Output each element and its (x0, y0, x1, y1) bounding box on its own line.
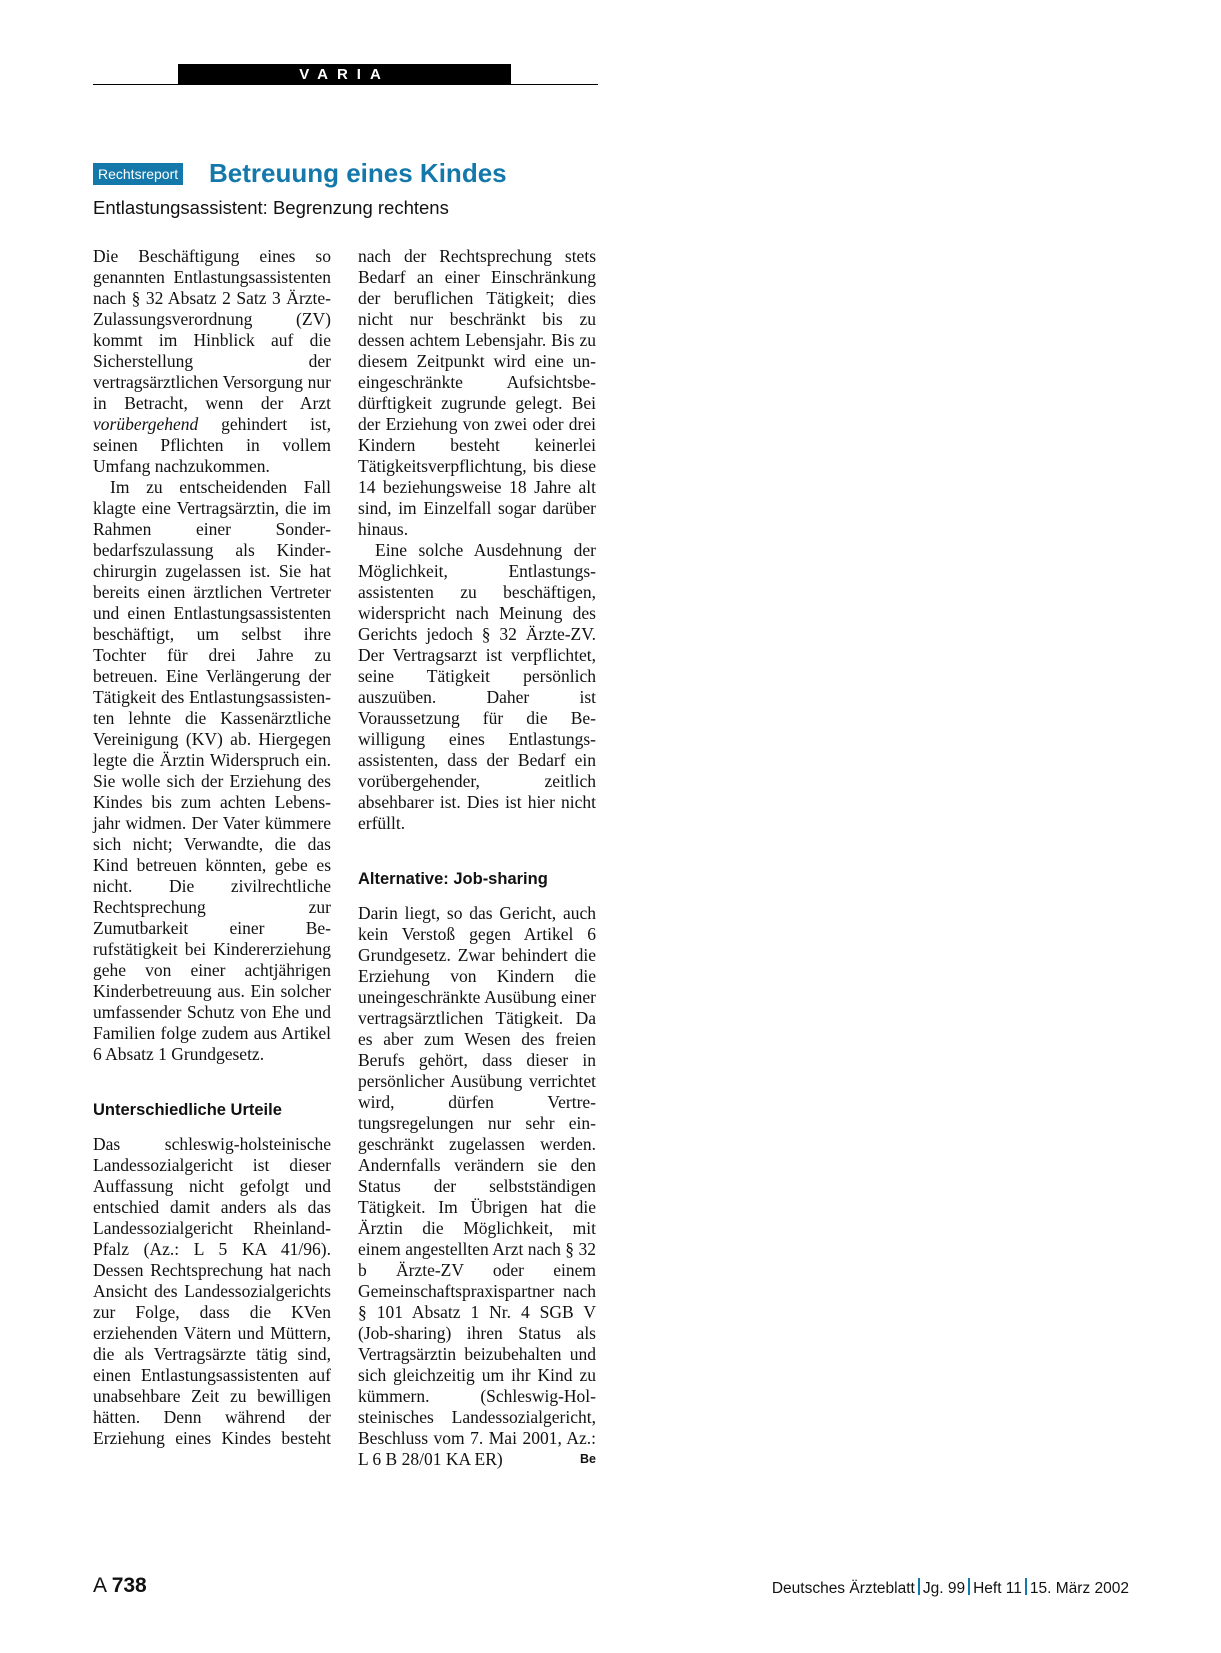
article-subtitle: Entlastungsassistent: Begrenzung rechtens (93, 197, 449, 218)
text-column-left (93, 246, 331, 1449)
page-folio (93, 1573, 147, 1599)
paragraph-court: Das schleswig-holsteinische Landessozialgericht ist dieser Auffassung nicht gefolgt und entschied damit anders als das Landessozialgericht Rheinland-Pfalz (Az.: L 5 KA 41/96). Dessen Rechtsprechung hat nach Ansicht des Landessozialgerichts zur Folge, dass die KVen erziehenden Vätern und Müttern, die als Vertragsärzte tätig sind, einen Entlastungsassistenten auf unabsehbare Zeit zu bewilligen hätten. Denn während der Erziehung eines Kindes besteht (93, 1134, 331, 1448)
footer-separator (918, 1578, 920, 1595)
emphasis-text: vorübergehend (93, 414, 199, 434)
rubric-label: Rechtsreport (93, 163, 183, 185)
journal-date: 15. März 2002 (1029, 1580, 1129, 1597)
subheading-urteile: Unterschiedliche Urteile (93, 1101, 282, 1119)
page-number: 738 (111, 1574, 147, 1597)
paragraph-court-continued (358, 246, 596, 540)
footer-separator (1025, 1578, 1027, 1595)
journal-footer (772, 1578, 1129, 1599)
page-prefix: A (93, 1574, 106, 1597)
text-column-right (358, 246, 596, 1470)
subheading-job-sharing: Alternative: Job-sharing (358, 870, 548, 888)
paragraph-case: Im zu entscheidenden Fall klagte eine Vertragsärztin, die im Rahmen einer Sonderbedarfszulassung als Kinderchirurgin zugelassen ist. Sie hat bereits einen ärztlichen Vertreter und einen Entlastungsassistenten beschäftigt, um selbst ihre Tochter für drei Jahre zu betreuen. Eine Verlängerung der Tätigkeit des Entlastungsassistenten lehnte die Kassenärztliche Vereinigung (KV) ab. Hiergegen legte die Ärztin Widerspruch ein. Sie wolle sich der Erziehung des Kindes bis zum achten Lebensjahr widmen. Der Vater kümmere sich nicht; Verwandte, die das Kind betreuen könnten, gebe es nicht. Die zivilrechtliche Rechtsprechung zur Zumutbarkeit einer Berufstätigkeit bei Kindererziehung gehe von einer achtjährigen Kinderbetreuung aus. Ein solcher umfassender Schutz von Ehe und Familien folge zudem aus Artikel 6 Absatz 1 Grundgesetz. (93, 477, 331, 1064)
article-title: Betreuung eines Kindes (209, 158, 507, 188)
paragraph-alternative-text: Darin liegt, so das Gericht, auch kein Verstoß gegen Artikel 6 Grundgesetz. Zwar behindert die Erziehung von Kindern die uneingeschränkte Ausübung einer vertragsärztlichen Tätigkeit. Da es aber zum Wesen des freien Berufs gehört, dass dieser in persönlicher Ausübung verrichtet wird, dürfen Vertretungsregelungen nur sehr eingeschränkt zugelassen werden. Andernfalls verändern sie den Status der selbstständigen Tätigkeit. Im Übrigen hat die Ärztin die Möglichkeit, mit einem angestellten Arzt nach § 32 b Ärzte-ZV oder einem Gemeinschaftspraxispartner nach § 101 Absatz 1 Nr. 4 SGB V (Job-sharing) ihren Status als Vertragsärztin beizubehalten und sich gleichzeitig um ihr Kind zu kümmern. (Schleswig-Holsteinisches Landessozialgericht, Beschluss vom 7. Mai 2001, Az.: L 6 B 28/01 KA ER) (358, 903, 596, 1469)
paragraph-alternative (358, 903, 596, 1470)
journal-issue: Heft 11 (973, 1580, 1022, 1597)
journal-volume: Jg. 99 (922, 1580, 966, 1597)
paragraph-intro-text-end: gehindert ist, seinen Pflichten in vollem Umfang nachzukommen. (93, 414, 331, 476)
footer-separator (968, 1578, 970, 1595)
journal-name: Deutsches Ärzteblatt (771, 1580, 915, 1597)
paragraph-intro-text: Die Beschäftigung eines so genannten Entlastungsassistenten nach § 32 Absatz 2 Satz 3 Ärzte-Zulassungsverordnung (ZV) kommt im Hinblick auf die Sicherstellung der vertragsärztlichen Versorgung nur in Betracht, wenn der Arzt (93, 246, 331, 413)
paragraph-court-continued-text: nach der Rechtsprechung stets Bedarf an einer Einschränkung der beruflichen Tätigkeit; dies nicht nur beschränkt bis zu dessen achtem Lebensjahr. Bis zu diesem Zeitpunkt wird eine uneingeschränkte Aufsichtsbedürftigkeit zugrunde gelegt. Bei der Erziehung von zwei oder drei Kindern besteht keinerlei Tätigkeitsverpflichtung, bis diese 14 beziehungsweise 18 Jahre alt sind, im Einzelfall sogar darüber hinaus. (358, 246, 596, 539)
paragraph-intro (93, 246, 331, 477)
author-initials: Be (580, 1452, 596, 1466)
paragraph-extension: Eine solche Ausdehnung der Möglichkeit, Entlastungsassistenten zu beschäftigen, widerspricht nach Meinung des Gerichts jedoch § 32 Ärzte-ZV. Der Vertragsarzt ist verpflichtet, seine Tätigkeit persönlich auszuüben. Daher ist Voraussetzung für die Bewilligung eines Entlastungsassistenten, dass der Bedarf ein vorübergehender, zeitlich absehbarer ist. Dies ist hier nicht erfüllt. (358, 540, 596, 833)
section-header: VARIA (178, 64, 511, 85)
